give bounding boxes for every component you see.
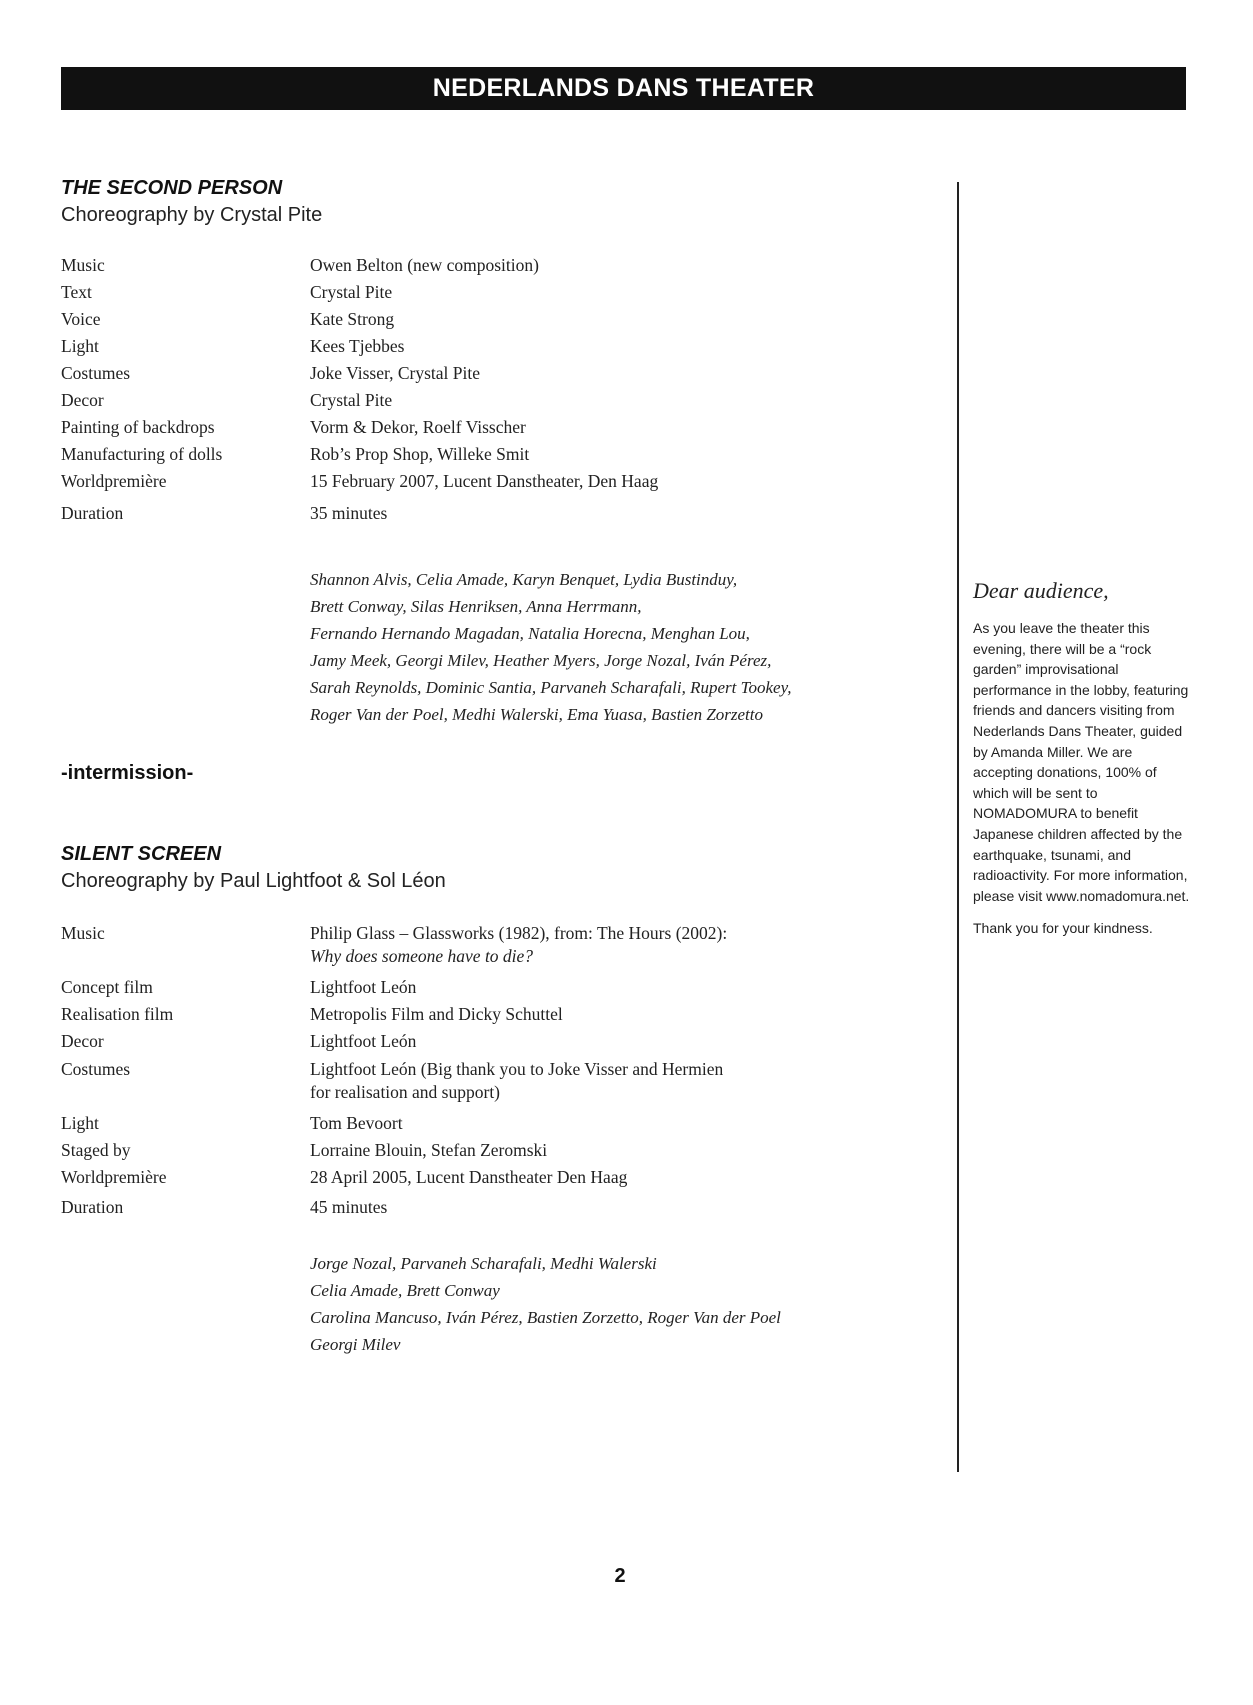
credit-label: Realisation film xyxy=(61,1004,174,1024)
credit-row xyxy=(61,360,821,387)
credit-value-line: Philip Glass – Glassworks (1982), from: The Hours (2002): xyxy=(310,923,728,943)
credit-row xyxy=(61,1137,821,1164)
credit-row xyxy=(61,1028,821,1055)
credit-value: Rob’s Prop Shop, Willeke Smit xyxy=(310,444,530,464)
credit-label: Costumes xyxy=(61,363,131,383)
credit-label: Staged by xyxy=(61,1140,131,1160)
credit-value: Lightfoot León xyxy=(310,1031,417,1051)
credit-value: 45 minutes xyxy=(310,1197,388,1217)
credit-value: Tom Bevoort xyxy=(310,1113,403,1133)
piece1-credits xyxy=(61,252,821,527)
credit-label: Painting of backdrops xyxy=(61,417,215,437)
credit-row xyxy=(61,1164,821,1191)
credit-row xyxy=(61,279,821,306)
piece2-title: SILENT SCREEN xyxy=(61,843,222,865)
credit-row xyxy=(61,500,821,527)
audience-note-thanks: Thank you for your kindness. xyxy=(973,920,1153,937)
cast-line: Brett Conway, Silas Henriksen, Anna Herrmann, xyxy=(310,597,642,616)
piece2-credits xyxy=(61,922,821,1221)
credit-row xyxy=(61,441,821,468)
cast-line: Jorge Nozal, Parvaneh Scharafali, Medhi Walerski xyxy=(310,1254,657,1273)
intermission-label: -intermission- xyxy=(61,762,194,784)
credit-label: Light xyxy=(61,336,99,356)
credit-label: Worldpremière xyxy=(61,1167,167,1187)
piece2-subtitle: Choreography by Paul Lightfoot & Sol Léon xyxy=(61,870,446,892)
credit-label: Worldpremière xyxy=(61,471,167,491)
audience-note-heading: Dear audience, xyxy=(973,578,1109,603)
credit-value: 35 minutes xyxy=(310,503,388,523)
credit-value: Kees Tjebbes xyxy=(310,336,405,356)
piece1-cast xyxy=(310,566,791,728)
cast-line: Fernando Hernando Magadan, Natalia Horecna, Menghan Lou, xyxy=(310,624,750,643)
piece2-cast xyxy=(310,1250,781,1358)
credit-label: Decor xyxy=(61,1031,104,1051)
credit-value: Vorm & Dekor, Roelf Visscher xyxy=(310,417,526,437)
credit-row xyxy=(61,333,821,360)
credit-row xyxy=(61,1058,821,1104)
audience-note xyxy=(973,578,1193,939)
cast-line: Shannon Alvis, Celia Amade, Karyn Benquet, Lydia Bustinduy, xyxy=(310,570,738,589)
cast-line: Sarah Reynolds, Dominic Santia, Parvaneh Scharafali, Rupert Tookey, xyxy=(310,678,792,697)
column-divider xyxy=(957,182,959,1472)
credit-label: Music xyxy=(61,923,105,943)
company-banner: NEDERLANDS DANS THEATER xyxy=(61,67,1186,110)
credit-label: Music xyxy=(61,255,105,275)
credit-label: Concept film xyxy=(61,977,153,997)
credit-value: Owen Belton (new composition) xyxy=(310,255,539,275)
cast-line: Georgi Milev xyxy=(310,1335,401,1354)
credit-value: Lightfoot León xyxy=(310,977,417,997)
cast-line: Celia Amade, Brett Conway xyxy=(310,1281,500,1300)
credit-value: Kate Strong xyxy=(310,309,395,329)
piece1-title: THE SECOND PERSON xyxy=(61,177,283,199)
credit-row xyxy=(61,252,821,279)
credit-label: Light xyxy=(61,1113,99,1133)
credit-value: Metropolis Film and Dicky Schuttel xyxy=(310,1004,563,1024)
credit-label: Decor xyxy=(61,390,104,410)
credit-row xyxy=(61,468,821,495)
credit-value: Crystal Pite xyxy=(310,282,393,302)
credit-label: Duration xyxy=(61,503,124,523)
credit-value: 15 February 2007, Lucent Danstheater, Den Haag xyxy=(310,471,659,491)
credit-value xyxy=(310,1058,821,1104)
credit-row xyxy=(61,306,821,333)
credit-value-line: for realisation and support) xyxy=(310,1082,501,1102)
page-number: 2 xyxy=(614,1565,626,1587)
credit-label: Duration xyxy=(61,1197,124,1217)
credit-value: Crystal Pite xyxy=(310,390,393,410)
credit-value: 28 April 2005, Lucent Danstheater Den Haag xyxy=(310,1167,628,1187)
piece1-subtitle: Choreography by Crystal Pite xyxy=(61,204,323,226)
credit-row xyxy=(61,974,821,1001)
credit-row xyxy=(61,414,821,441)
credit-value-line: Lightfoot León (Big thank you to Joke Visser and Hermien xyxy=(310,1059,724,1079)
credit-value xyxy=(310,922,821,968)
credit-label: Voice xyxy=(61,309,101,329)
credit-row xyxy=(61,922,821,968)
cast-line: Jamy Meek, Georgi Milev, Heather Myers, Jorge Nozal, Iván Pérez, xyxy=(310,651,772,670)
credit-label: Manufacturing of dolls xyxy=(61,444,223,464)
credit-value: Lorraine Blouin, Stefan Zeromski xyxy=(310,1140,548,1160)
credit-value-line: Why does someone have to die? xyxy=(310,946,534,966)
cast-line: Roger Van der Poel, Medhi Walerski, Ema Yuasa, Bastien Zorzetto xyxy=(310,705,763,724)
credit-value: Joke Visser, Crystal Pite xyxy=(310,363,481,383)
credit-row xyxy=(61,1110,821,1137)
credit-row xyxy=(61,1001,821,1028)
credit-row xyxy=(61,387,821,414)
audience-note-body: As you leave the theater this evening, there will be a “rock garden” improvisational performance in the lobby, featuring friends and dancers visiting from Nederlands Dans Theater, guided by Amanda Miller. We are accepting donations, 100% of which will be sent to NOMADOMURA to benefit Japanese children affected by the earthquake, tsunami, and radioactivity. For more information, please visit www.nomadomura.net. xyxy=(973,620,1190,904)
cast-line: Carolina Mancuso, Iván Pérez, Bastien Zorzetto, Roger Van der Poel xyxy=(310,1308,781,1327)
credit-row xyxy=(61,1194,821,1221)
credit-label: Text xyxy=(61,282,92,302)
credit-label: Costumes xyxy=(61,1059,131,1079)
